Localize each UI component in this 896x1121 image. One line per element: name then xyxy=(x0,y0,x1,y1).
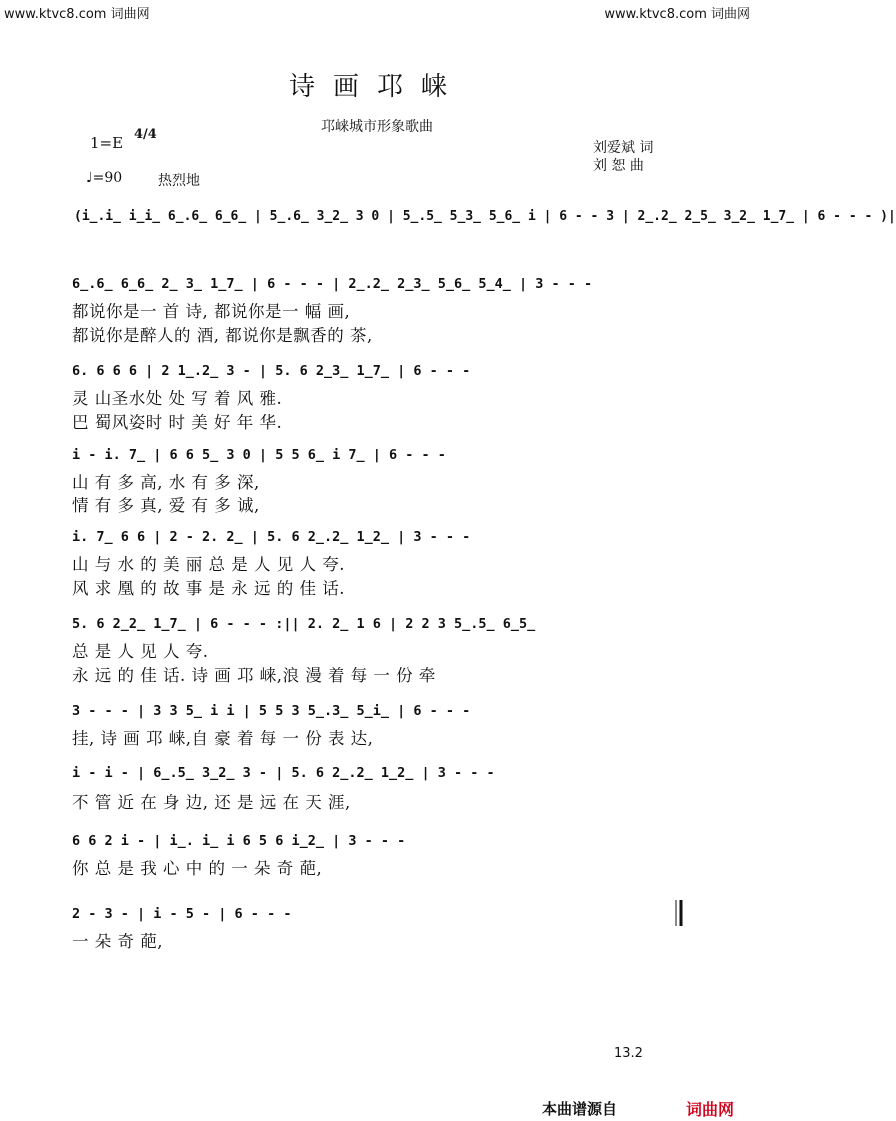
system-5-lyric-2: 永 远 的 佳 话. 诗 画 邛 崃,浪 漫 着 每 一 份 牵 xyxy=(72,666,436,685)
system-8-lyric-1: 你 总 是 我 心 中 的 一 朵 奇 葩, xyxy=(72,859,323,878)
system-8-notes: 6 6 2 i - | i̲. i̲ i 6 5 6 i̲2̲ | 3 - - - xyxy=(72,833,406,849)
system-3-lyric-1: 山 有 多 高, 水 有 多 深, xyxy=(72,473,260,492)
composer-credit: 刘 恕 曲 xyxy=(593,158,644,174)
system-1-lyric-2: 都说你是醉人的 酒, 都说你是飘香的 茶, xyxy=(72,326,373,345)
song-title: 诗画邛崃 xyxy=(288,72,465,102)
system-4-notes: i. 7̲ 6 6 | 2 - 2. 2̲ | 5. 6 2̲.2̲ 1̲2̲ | 3 - - - xyxy=(72,529,471,545)
system-4-lyric-2: 风 求 凰 的 故 事 是 永 远 的 佳 话. xyxy=(72,579,345,598)
watermark-right: www.ktvc8.com 词曲网 xyxy=(604,7,750,22)
system-5-notes: 5. 6 2̲2̲ 1̲7̲ | 6 - - - :|| 2. 2̲ 1 6 | 2 2 3 5̲.5̲ 6̲5̲ xyxy=(72,616,536,632)
page-number: 13.2 xyxy=(614,1046,643,1061)
watermark-left: www.ktvc8.com 词曲网 xyxy=(4,7,150,22)
system-7-lyric-1: 不 管 近 在 身 边, 还 是 远 在 天 涯, xyxy=(72,793,351,812)
system-7-notes: i - i - | 6̲.5̲ 3̲2̲ 3 - | 5. 6 2̲.2̲ 1̲2̲ | 3 - - - xyxy=(72,765,495,781)
key-signature: 1=E xyxy=(90,134,124,152)
system-3-notes: i - i. 7̲ | 6 6 5̲ 3 0 | 5 5 6̲ i 7̲ | 6 - - - xyxy=(72,447,446,463)
song-subtitle: 邛崃城市形象歌曲 xyxy=(321,119,433,135)
system-3-lyric-2: 情 有 多 真, 爱 有 多 诚, xyxy=(72,496,260,515)
system-2-notes: 6. 6 6 6 | 2 1̲.2̲ 3 - | 5. 6 2̲3̲ 1̲7̲ | 6 - - - xyxy=(72,363,471,379)
lyricist-credit: 刘爱斌 词 xyxy=(593,140,654,156)
system-5-lyric-1: 总 是 人 见 人 夸. xyxy=(72,642,209,661)
footer-brand-logo[interactable]: 词曲网 xyxy=(686,1100,735,1119)
intro-notation: (i̲.i̲ i̲i̲ 6̲.6̲ 6̲6̲ | 5̲.6̲ 3̲2̲ 3 0 | 5̲.5̲ 5̲3̲ 5̲6̲ i | 6 - - 3 | 2̲.2̲ 2̲5̲ 3̲2̲ 1̲7̲ | 6 - - - )| xyxy=(74,209,896,224)
system-2-lyric-2: 巴 蜀风姿时 时 美 好 年 华. xyxy=(72,413,283,432)
system-4-lyric-1: 山 与 水 的 美 丽 总 是 人 见 人 夸. xyxy=(72,555,345,574)
system-1-lyric-1: 都说你是一 首 诗, 都说你是一 幅 画, xyxy=(72,302,351,321)
system-6-notes: 3 - - - | 3 3 5̲ i i | 5 5 3 5̲.3̲ 5̲i̲ | 6 - - - xyxy=(72,703,471,719)
system-9-notes: 2 - 3 - | i - 5 - | 6 - - - xyxy=(72,906,292,922)
system-9-lyric-1: 一 朵 奇 葩, xyxy=(72,932,163,951)
style-marking: 热烈地 xyxy=(158,173,200,189)
system-6-lyric-1: 挂, 诗 画 邛 崃,自 豪 着 每 一 份 表 达, xyxy=(72,729,374,748)
tempo-marking: ♩=90 xyxy=(86,170,123,186)
time-signature-value: 4/4 xyxy=(134,127,157,142)
system-2-lyric-1: 灵 山圣水处 处 写 着 风 雅. xyxy=(72,389,283,408)
system-1-notes: 6̲.6̲ 6̲6̲ 2̲ 3̲ 1̲7̲ | 6 - - - | 2̲.2̲ 2̲3̲ 5̲6̲ 5̲4̲ | 3 - - - xyxy=(72,276,593,292)
footer-source-text: 本曲谱源自 xyxy=(542,1100,618,1118)
